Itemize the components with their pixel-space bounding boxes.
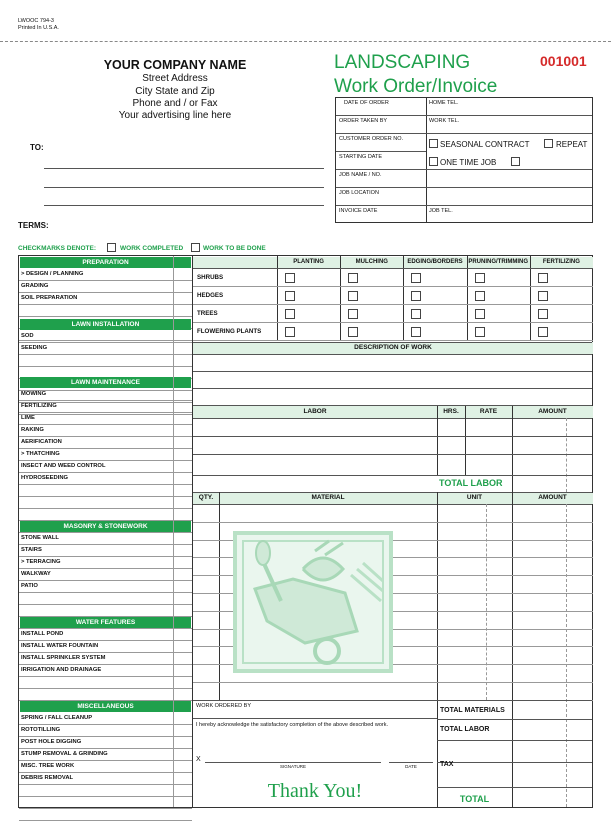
service-row-line <box>19 676 192 677</box>
service-row-line <box>19 556 192 557</box>
planting-checkbox[interactable] <box>538 291 548 301</box>
signature-caption: SIGNATURE <box>280 764 306 769</box>
service-item: MISC. TREE WORK <box>21 763 75 769</box>
invoice-number: 001001 <box>540 53 587 69</box>
job-tel-label: JOB TEL. <box>429 208 453 214</box>
section-header-lawn-maintenance: LAWN MAINTENANCE <box>20 377 191 388</box>
service-item: RAKING <box>21 427 44 433</box>
service-item: SOIL PREPARATION <box>21 295 78 301</box>
total-label: TOTAL <box>459 794 490 804</box>
description-header: DESCRIPTION OF WORK <box>354 344 432 351</box>
planting-checkbox[interactable] <box>348 327 358 337</box>
service-item: SEEDING <box>21 345 48 351</box>
company-advertising: Your advertising line here <box>118 110 232 121</box>
one-time-job-extra-checkbox[interactable] <box>511 157 520 166</box>
service-row-line <box>19 544 192 545</box>
services-column <box>19 256 192 807</box>
planting-checkbox[interactable] <box>348 273 358 283</box>
to-line-3[interactable] <box>44 205 324 206</box>
work-completed-checkbox <box>107 243 116 252</box>
service-row-line <box>19 820 192 821</box>
planting-grid <box>193 256 593 341</box>
service-row-line <box>19 436 192 437</box>
home-tel-label: HOME TEL. <box>429 100 459 106</box>
qty-header: QTY. <box>198 494 214 501</box>
invoice-date-label: INVOICE DATE <box>339 208 378 214</box>
planting-row-label: SHRUBS <box>197 274 224 281</box>
service-item: > DESIGN / PLANNING <box>21 271 84 277</box>
service-row-line <box>19 652 192 653</box>
material-amount-header: AMOUNT <box>538 494 567 501</box>
planting-checkbox[interactable] <box>411 291 421 301</box>
checkmarks-denote-label: CHECKMARKS DENOTE: <box>18 245 96 252</box>
planting-column-header: FERTILIZING <box>542 259 580 265</box>
one-time-job-label: ONE TIME JOB <box>440 158 497 167</box>
service-row-line <box>19 412 192 413</box>
service-row-line <box>19 580 192 581</box>
service-row-line <box>19 496 192 497</box>
to-line-2[interactable] <box>44 187 324 188</box>
service-item: POST HOLE DIGGING <box>21 739 82 745</box>
service-item: IRRIGATION AND DRAINAGE <box>21 667 102 673</box>
planting-checkbox[interactable] <box>538 273 548 283</box>
service-row-line <box>19 640 192 641</box>
service-row-line <box>19 808 192 809</box>
planting-checkbox[interactable] <box>475 291 485 301</box>
service-row-line <box>19 472 192 473</box>
to-label: TO: <box>30 143 44 152</box>
form-code <box>18 18 59 32</box>
service-item: WALKWAY <box>21 571 51 577</box>
service-row-line <box>19 460 192 461</box>
planting-checkbox[interactable] <box>348 309 358 319</box>
labor-amount-header: AMOUNT <box>538 408 567 415</box>
planting-column-header: PRUNING/TRIMMING <box>468 259 529 265</box>
planting-checkbox[interactable] <box>285 273 295 283</box>
service-item: STAIRS <box>21 547 42 553</box>
service-item: INSECT AND WEED CONTROL <box>21 463 106 469</box>
service-row-line <box>19 340 192 341</box>
signature-x: X <box>196 756 201 763</box>
perforation-line <box>0 41 611 42</box>
planting-checkbox[interactable] <box>475 327 485 337</box>
service-row-line <box>19 628 192 629</box>
service-row-line <box>19 604 192 605</box>
service-item: STONE WALL <box>21 535 59 541</box>
total-materials-label: TOTAL MATERIALS <box>440 707 505 714</box>
order-taken-by-label: ORDER TAKEN BY <box>339 118 388 124</box>
service-row-line <box>19 664 192 665</box>
service-row-line <box>19 532 192 533</box>
material-header: MATERIAL <box>311 494 345 501</box>
service-item: STUMP REMOVAL & GRINDING <box>21 751 108 757</box>
job-location-label: JOB LOCATION <box>339 190 379 196</box>
service-row-line <box>19 400 192 401</box>
service-row-line <box>19 342 192 343</box>
service-row-line <box>19 568 192 569</box>
seasonal-contract-checkbox[interactable] <box>429 139 438 148</box>
starting-date-label: STARTING DATE <box>339 154 383 160</box>
service-row-line <box>19 354 192 355</box>
planting-checkbox[interactable] <box>538 309 548 319</box>
section-header-lawn-installation: LAWN INSTALLATION <box>20 319 191 330</box>
date-line[interactable] <box>389 762 433 763</box>
service-row-line <box>19 736 192 737</box>
service-item: GRADING <box>21 283 49 289</box>
service-row-line <box>19 424 192 425</box>
material-row-line <box>193 522 593 523</box>
material-row-line <box>193 682 593 683</box>
section-header-miscellaneous: MISCELLANEOUS <box>20 701 191 712</box>
service-item: PATIO <box>21 583 38 589</box>
service-row-line <box>19 796 192 797</box>
service-row-line <box>19 784 192 785</box>
section-header-preparation: PREPARATION <box>20 257 191 268</box>
company-name: YOUR COMPANY NAME <box>103 58 247 72</box>
service-item: HYDROSEEDING <box>21 475 69 481</box>
seasonal-contract-label: SEASONAL CONTRACT <box>440 140 530 149</box>
service-row-line <box>19 772 192 773</box>
terms-label: TERMS: <box>18 221 49 230</box>
planting-checkbox[interactable] <box>411 309 421 319</box>
date-of-order-label: DATE OF ORDER <box>344 100 389 106</box>
unit-header: UNIT <box>466 494 483 501</box>
service-row-line <box>19 508 192 509</box>
planting-checkbox[interactable] <box>285 291 295 301</box>
service-row-line <box>19 280 192 281</box>
rate-header: RATE <box>479 408 498 415</box>
job-name-label: JOB NAME / NO. <box>339 172 382 178</box>
planting-column-header: EDGING/BORDERS <box>407 259 463 265</box>
work-to-be-done-checkbox <box>191 243 200 252</box>
planting-checkbox[interactable] <box>285 327 295 337</box>
service-row-line <box>19 688 192 689</box>
service-row-line <box>19 414 192 415</box>
service-row-line <box>19 760 192 761</box>
tax-label: TAX <box>440 761 454 768</box>
section-header-masonry-stonework: MASONRY & STONEWORK <box>20 521 191 532</box>
company-city: City State and Zip <box>135 86 215 97</box>
date-caption: DATE <box>405 764 417 769</box>
planting-checkbox[interactable] <box>411 327 421 337</box>
planting-row-label: FLOWERING PLANTS <box>197 328 262 335</box>
total-labor-bottom-label: TOTAL LABOR <box>440 726 490 733</box>
service-row-line <box>19 292 192 293</box>
total-labor-label: TOTAL LABOR <box>439 478 503 488</box>
signature-line[interactable] <box>205 762 381 763</box>
service-row-line <box>19 592 192 593</box>
service-item: INSTALL WATER FOUNTAIN <box>21 643 99 649</box>
planting-checkbox[interactable] <box>475 309 485 319</box>
company-phone: Phone and / or Fax <box>132 98 218 109</box>
work-ordered-by-label: WORK ORDERED BY <box>196 703 252 709</box>
customer-order-no-label: CUSTOMER ORDER NO. <box>339 136 404 142</box>
work-to-be-done-label: WORK TO BE DONE <box>203 245 266 252</box>
planting-checkbox[interactable] <box>285 309 295 319</box>
service-item: FERTILIZING <box>21 403 57 409</box>
planting-column-header: MULCHING <box>355 259 388 265</box>
service-row-line <box>19 448 192 449</box>
to-line-1[interactable] <box>44 168 324 169</box>
order-info-box <box>335 97 593 223</box>
planting-checkbox[interactable] <box>538 327 548 337</box>
title-work-order: Work Order/Invoice <box>334 76 498 97</box>
planting-checkbox[interactable] <box>411 273 421 283</box>
service-item: INSTALL POND <box>21 631 64 637</box>
service-item: INSTALL SPRINKLER SYSTEM <box>21 655 106 661</box>
service-row-line <box>19 304 192 305</box>
service-item: DEBRIS REMOVAL <box>21 775 74 781</box>
labor-header: LABOR <box>303 408 327 415</box>
service-row-line <box>19 366 192 367</box>
service-item: SOD <box>21 333 34 339</box>
service-item: SPRING / FALL CLEANUP <box>21 715 93 721</box>
service-item: > TERRACING <box>21 559 61 565</box>
service-row-line <box>19 748 192 749</box>
title-landscaping: LANDSCAPING <box>334 52 471 73</box>
repeat-checkbox[interactable] <box>544 139 553 148</box>
service-item: AERIFICATION <box>21 439 62 445</box>
service-item: MOWING <box>21 391 47 397</box>
main-form <box>18 255 593 808</box>
wheelbarrow-illustration <box>233 531 393 673</box>
service-item: ROTOTILLING <box>21 727 61 733</box>
work-tel-label: WORK TEL. <box>429 118 460 124</box>
work-completed-label: WORK COMPLETED <box>120 245 184 252</box>
planting-row-label: HEDGES <box>197 292 224 299</box>
planting-checkbox[interactable] <box>348 291 358 301</box>
planting-column-header: PLANTING <box>293 259 324 265</box>
acknowledge-text: I hereby acknowledge the satisfactory completion of the above described work. <box>196 722 388 728</box>
company-address: Street Address <box>142 73 208 84</box>
printed-in: Printed In U.S.A. <box>18 25 59 31</box>
service-row-line <box>19 724 192 725</box>
thank-you: Thank You! <box>267 780 363 802</box>
repeat-label: REPEAT <box>556 140 588 149</box>
service-item: LIME <box>21 415 35 421</box>
service-row-line <box>19 316 192 317</box>
form-code-number: LWOOC 794-3 <box>18 18 54 24</box>
service-item: > THATCHING <box>21 451 60 457</box>
hrs-header: HRS. <box>443 408 459 415</box>
planting-checkbox[interactable] <box>475 273 485 283</box>
service-row-line <box>19 484 192 485</box>
one-time-job-checkbox[interactable] <box>429 157 438 166</box>
section-header-water-features: WATER FEATURES <box>20 617 191 628</box>
planting-row-label: TREES <box>197 310 218 317</box>
